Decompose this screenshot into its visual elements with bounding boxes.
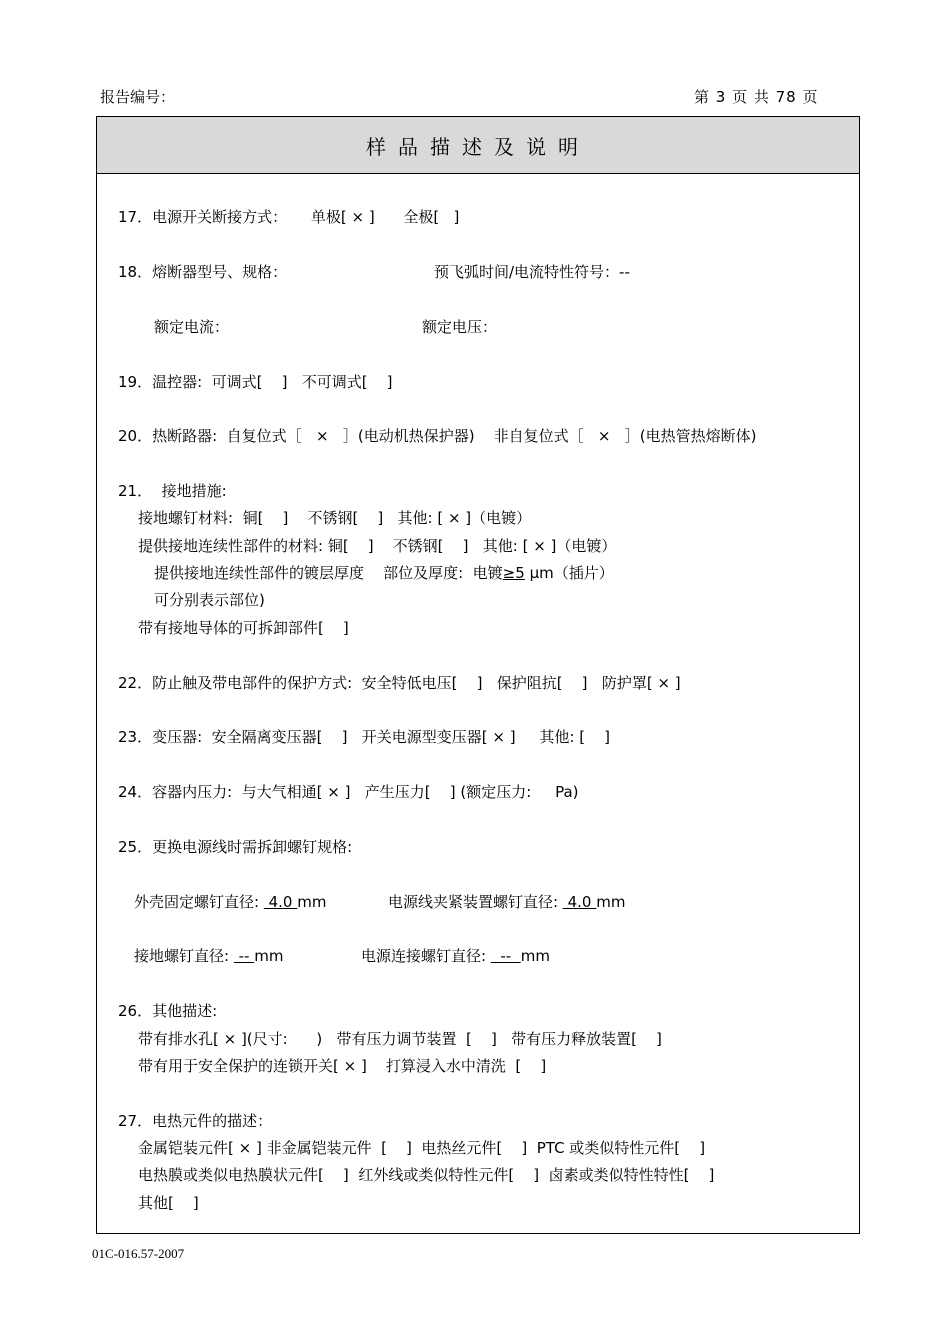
item-27-elements-a: 金属铠装元件[ × ] 非金属铠装元件 [ ] 电热丝元件[ ] PTC 或类似特性元件[ ] [138, 1139, 706, 1157]
item-25-earth-screw: 接地螺钉直径: -- mm [134, 947, 284, 965]
item-21-detachable: 带有接地导体的可拆卸部件[ ] [138, 619, 349, 637]
item-27-other: 其他[ ] [138, 1194, 199, 1212]
item-18-rated-voltage: 额定电压： [422, 318, 498, 336]
connection-screw-value: -- [490, 947, 521, 965]
item-21-continuity-material: 提供接地连续性部件的材料: 铜[ ] 不锈钢[ ] 其他: [ × ]（电镀） [138, 537, 617, 555]
item-25-connection-screw: 电源连接螺钉直径: -- mm [361, 947, 550, 965]
item-23: 23．变压器: 安全隔离变压器[ ] 开关电源型变压器[ × ] 其他: [ ] [118, 728, 611, 746]
document-code: 01C-016.57-2007 [92, 1246, 185, 1261]
item-20: 20．热断路器: 自复位式［ × ］(电动机热保护器) 非自复位式［ × ］(电热管热熔断体) [118, 427, 757, 445]
item-21-parts-note: 可分别表示部位) [154, 591, 265, 609]
item-27-elements-b: 电热膜或类似电热膜状元件[ ] 红外线或类似特性元件[ ] 卤素或类似特性特性[ ] [138, 1166, 715, 1184]
plating-value: ≥5 [502, 564, 525, 582]
earth-screw-value: -- [233, 947, 255, 965]
item-27: 27．电热元件的描述： [118, 1112, 273, 1130]
item-19: 19．温控器: 可调式[ ] 不可调式[ ] [118, 373, 393, 391]
item-25: 25．更换电源线时需拆卸螺钉规格: [118, 838, 353, 856]
page-info: 第 3 页 共 78 页 [694, 88, 819, 106]
item-25-clamp-screw: 电源线夹紧装置螺钉直径: 4.0 mm [388, 893, 626, 911]
enclosure-screw-value: 4.0 [263, 893, 298, 911]
item-17: 17．电源开关断接方式： 单极[ × ] 全极[ ] [118, 208, 460, 226]
item-26: 26．其他描述: [118, 1002, 218, 1020]
item-21-screw-material: 接地螺钉材料: 铜[ ] 不锈钢[ ] 其他: [ × ]（电镀） [138, 509, 532, 527]
section-title: 样品描述及说明 [97, 117, 859, 174]
item-26-drain: 带有排水孔[ × ](尺寸: ) 带有压力调节装置 [ ] 带有压力释放装置[ ] [138, 1030, 662, 1048]
report-number-label: 报告编号： [100, 88, 176, 106]
item-18-rated-current: 额定电流： [154, 318, 230, 336]
item-21-title: 21． 接地措施: [118, 482, 227, 500]
item-22: 22．防止触及带电部件的保护方式: 安全特低电压[ ] 保护阻抗[ ] 防护罩[ × ] [118, 674, 681, 692]
item-21-plating-thickness: 提供接地连续性部件的镀层厚度 部位及厚度: 电镀≥5 μm（插片） [154, 564, 614, 582]
item-24: 24．容器内压力: 与大气相通[ × ] 产生压力[ ] (额定压力: Pa) [118, 783, 579, 801]
item-26-interlock: 带有用于安全保护的连锁开关[ × ] 打算浸入水中清洗 [ ] [138, 1057, 547, 1075]
item-18-prearc: 预飞弧时间/电流特性符号：-- [434, 263, 630, 281]
item-18-fuse: 18．熔断器型号、规格： [118, 263, 288, 281]
item-25-enclosure-screw: 外壳固定螺钉直径: 4.0 mm [134, 893, 327, 911]
clamp-screw-value: 4.0 [562, 893, 597, 911]
